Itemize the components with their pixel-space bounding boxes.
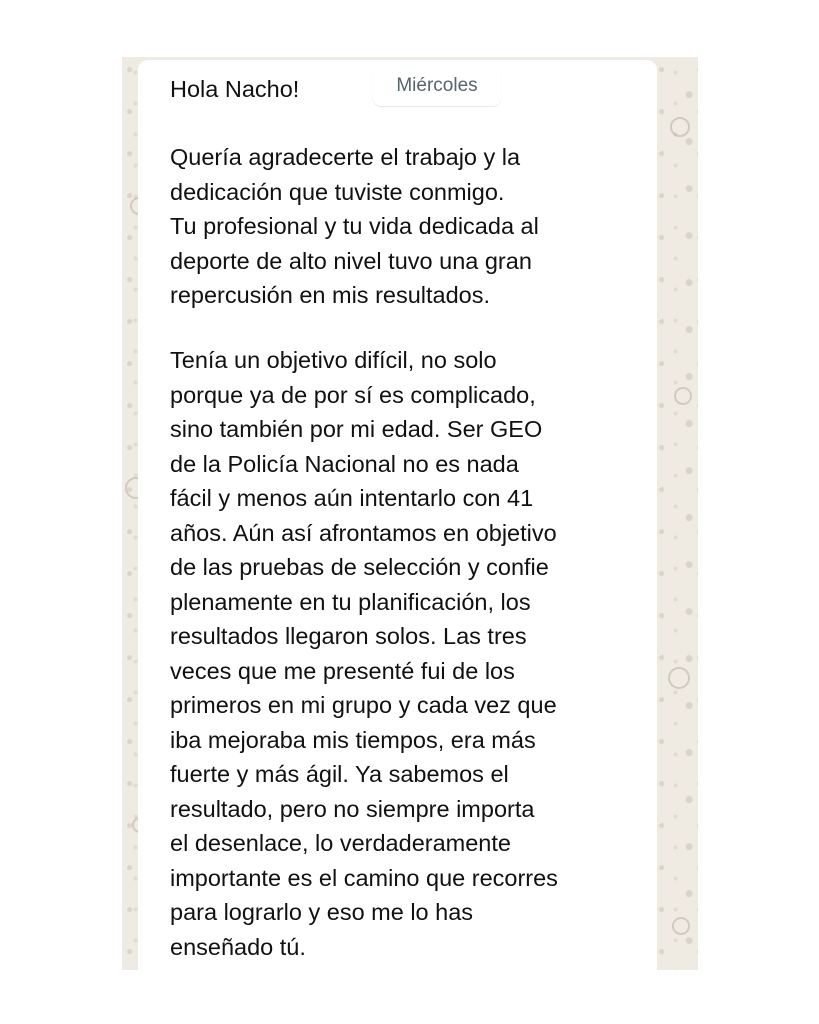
message-bubble[interactable] [138, 60, 657, 970]
chat-panel [122, 57, 698, 970]
date-separator: Miércoles [373, 66, 501, 106]
message-paragraph: Tenía un objetivo difícil, no solo porque ya de por sí es complicado, sino también por mi edad. Ser GEO de la Policía Nacional no es nada fácil y menos aún intentarlo con 41 años. Aún así afrontamos en objetivo de las pruebas de selección y confie plenamente en tu planificación, los resultados llegaron solos. Las tres veces que me presenté fui de los primeros en mi grupo y cada vez que iba mejoraba mis tiempos, era más fuerte y más ágil. Ya sabemos el resultado, pero no siempre importa el desenlace, lo verdaderamente importante es el camino que recorres para lograrlo y eso me lo has enseñado tú. [170, 347, 558, 960]
message-greeting: Hola Nacho! [170, 76, 300, 102]
wallpaper-doodle-icon [672, 917, 690, 935]
message-paragraph: Quería agradecerte el trabajo y la dedicación que tuviste conmigo. Tu profesional y tu vida dedicada al deporte de alto nivel tuvo una gran repercusión en mis resultados. [170, 144, 539, 308]
wallpaper-doodle-icon [670, 117, 690, 137]
wallpaper-doodle-icon [668, 667, 690, 689]
wallpaper-doodle-icon [674, 387, 692, 405]
